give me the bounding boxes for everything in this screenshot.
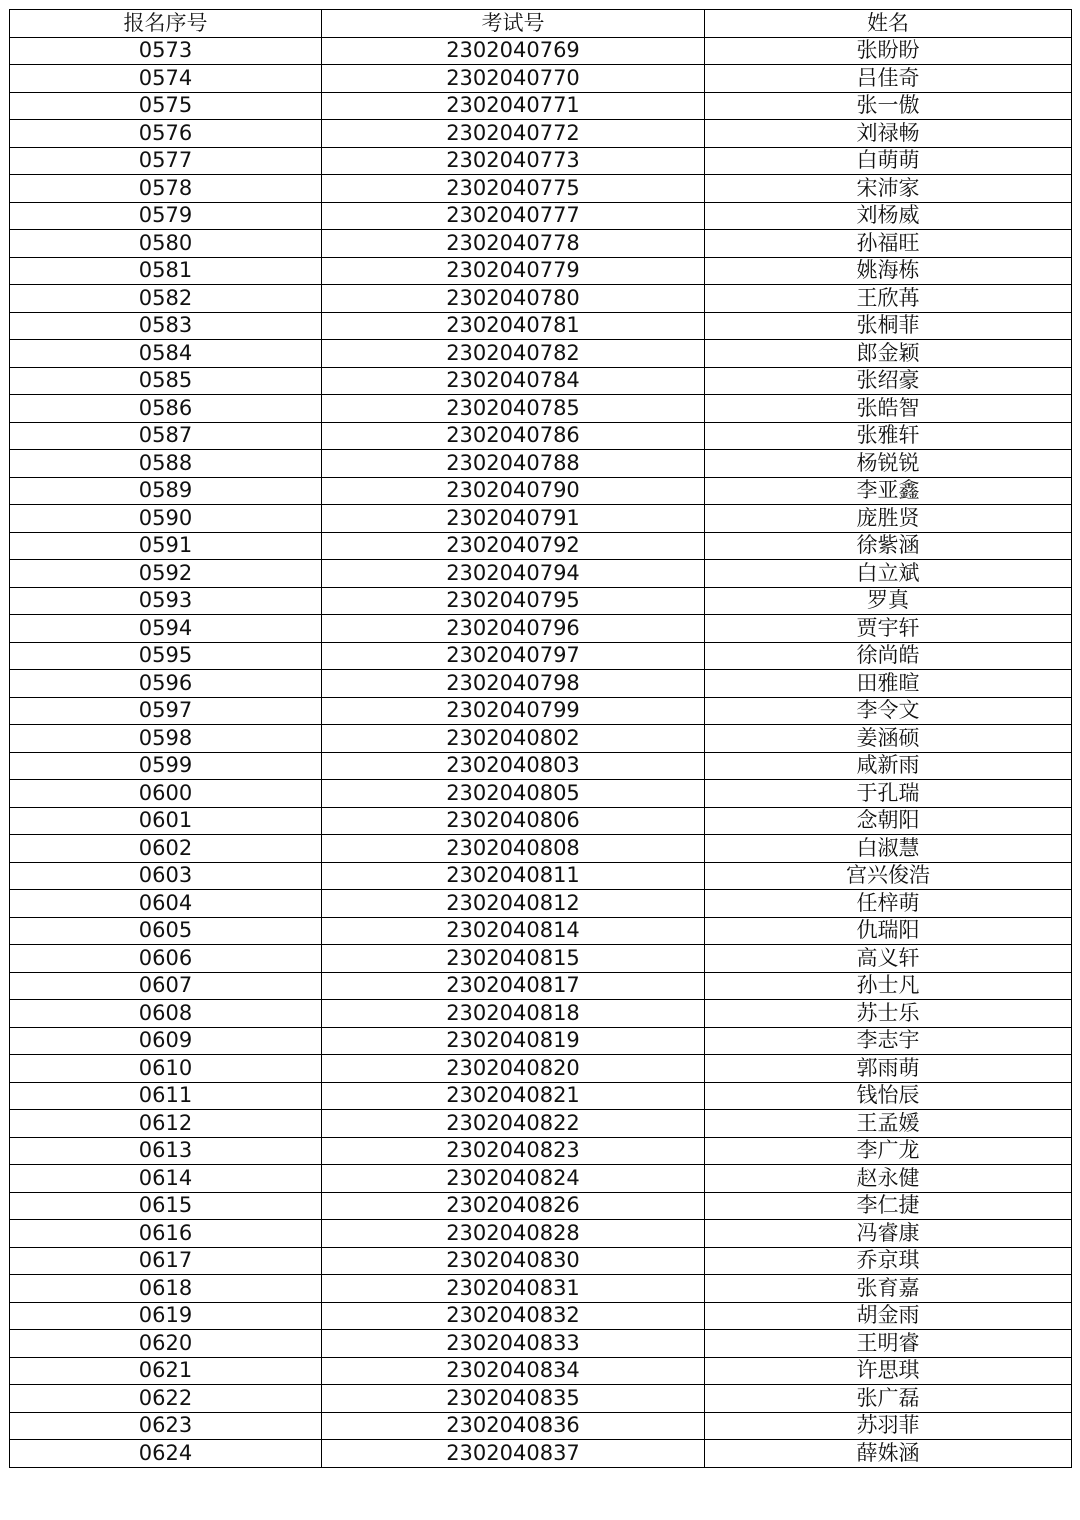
header-name: 姓名 — [705, 10, 1072, 38]
cell-exam-number: 2302040812 — [322, 890, 705, 918]
table-row — [10, 1137, 1072, 1165]
cell-seq: 0597 — [10, 697, 322, 725]
table-row — [10, 1275, 1072, 1303]
cell-name: 赵永健 — [705, 1165, 1072, 1193]
cell-seq: 0609 — [10, 1027, 322, 1055]
cell-seq: 0582 — [10, 285, 322, 313]
cell-seq: 0578 — [10, 175, 322, 203]
cell-exam-number: 2302040782 — [322, 340, 705, 368]
cell-name: 刘禄畅 — [705, 120, 1072, 148]
cell-name: 李仁捷 — [705, 1192, 1072, 1220]
cell-exam-number: 2302040834 — [322, 1357, 705, 1385]
cell-name: 白萌萌 — [705, 147, 1072, 175]
cell-name: 庞胜贤 — [705, 505, 1072, 533]
cell-exam-number: 2302040778 — [322, 230, 705, 258]
cell-seq: 0606 — [10, 945, 322, 973]
cell-name: 宋沛家 — [705, 175, 1072, 203]
cell-exam-number: 2302040802 — [322, 725, 705, 753]
cell-seq: 0618 — [10, 1275, 322, 1303]
cell-name: 孙福旺 — [705, 230, 1072, 258]
cell-exam-number: 2302040794 — [322, 560, 705, 588]
cell-name: 仇瑞阳 — [705, 917, 1072, 945]
cell-name: 冯睿康 — [705, 1220, 1072, 1248]
cell-exam-number: 2302040805 — [322, 780, 705, 808]
cell-exam-number: 2302040832 — [322, 1302, 705, 1330]
table-row — [10, 780, 1072, 808]
cell-name: 王明睿 — [705, 1330, 1072, 1358]
cell-seq: 0581 — [10, 257, 322, 285]
cell-seq: 0607 — [10, 972, 322, 1000]
cell-seq: 0622 — [10, 1385, 322, 1413]
cell-exam-number: 2302040799 — [322, 697, 705, 725]
cell-name: 张育嘉 — [705, 1275, 1072, 1303]
table-row — [10, 587, 1072, 615]
table-row — [10, 120, 1072, 148]
cell-seq: 0608 — [10, 1000, 322, 1028]
cell-exam-number: 2302040796 — [322, 615, 705, 643]
cell-name: 苏羽菲 — [705, 1412, 1072, 1440]
cell-exam-number: 2302040826 — [322, 1192, 705, 1220]
table-row — [10, 670, 1072, 698]
cell-name: 徐尚皓 — [705, 642, 1072, 670]
cell-exam-number: 2302040811 — [322, 862, 705, 890]
table-row — [10, 532, 1072, 560]
table-row — [10, 505, 1072, 533]
cell-exam-number: 2302040808 — [322, 835, 705, 863]
table-row — [10, 450, 1072, 478]
cell-name: 杨锐锐 — [705, 450, 1072, 478]
header-seq: 报名序号 — [10, 10, 322, 38]
cell-name: 孙士凡 — [705, 972, 1072, 1000]
cell-seq: 0621 — [10, 1357, 322, 1385]
cell-name: 王欣苒 — [705, 285, 1072, 313]
cell-exam-number: 2302040824 — [322, 1165, 705, 1193]
cell-exam-number: 2302040777 — [322, 202, 705, 230]
cell-exam-number: 2302040770 — [322, 65, 705, 93]
cell-seq: 0583 — [10, 312, 322, 340]
cell-name: 宫兴俊浩 — [705, 862, 1072, 890]
cell-name: 张广磊 — [705, 1385, 1072, 1413]
cell-seq: 0592 — [10, 560, 322, 588]
cell-name: 张一傲 — [705, 92, 1072, 120]
cell-name: 张皓智 — [705, 395, 1072, 423]
cell-name: 高义轩 — [705, 945, 1072, 973]
table-row — [10, 395, 1072, 423]
table-row — [10, 615, 1072, 643]
cell-seq: 0619 — [10, 1302, 322, 1330]
table-row — [10, 477, 1072, 505]
cell-exam-number: 2302040818 — [322, 1000, 705, 1028]
cell-seq: 0579 — [10, 202, 322, 230]
table-row — [10, 340, 1072, 368]
table-row — [10, 752, 1072, 780]
table-row — [10, 1110, 1072, 1138]
cell-seq: 0600 — [10, 780, 322, 808]
roster-body — [10, 37, 1072, 1467]
cell-seq: 0575 — [10, 92, 322, 120]
table-row — [10, 1055, 1072, 1083]
cell-name: 乔京琪 — [705, 1247, 1072, 1275]
cell-seq: 0620 — [10, 1330, 322, 1358]
cell-seq: 0602 — [10, 835, 322, 863]
table-row — [10, 1000, 1072, 1028]
table-row — [10, 1192, 1072, 1220]
table-row — [10, 890, 1072, 918]
cell-name: 白立斌 — [705, 560, 1072, 588]
cell-name: 郭雨萌 — [705, 1055, 1072, 1083]
cell-exam-number: 2302040795 — [322, 587, 705, 615]
cell-seq: 0611 — [10, 1082, 322, 1110]
cell-name: 李亚鑫 — [705, 477, 1072, 505]
table-row — [10, 560, 1072, 588]
cell-seq: 0585 — [10, 367, 322, 395]
cell-name: 咸新雨 — [705, 752, 1072, 780]
cell-seq: 0610 — [10, 1055, 322, 1083]
table-row — [10, 1220, 1072, 1248]
cell-seq: 0612 — [10, 1110, 322, 1138]
table-row — [10, 202, 1072, 230]
cell-exam-number: 2302040788 — [322, 450, 705, 478]
table-row — [10, 807, 1072, 835]
table-row — [10, 1440, 1072, 1468]
cell-seq: 0590 — [10, 505, 322, 533]
table-row — [10, 1247, 1072, 1275]
table-row — [10, 1165, 1072, 1193]
cell-name: 贾宇轩 — [705, 615, 1072, 643]
table-row — [10, 257, 1072, 285]
cell-seq: 0587 — [10, 422, 322, 450]
table-row — [10, 862, 1072, 890]
table-row — [10, 835, 1072, 863]
header-exam-number: 考试号 — [322, 10, 705, 38]
cell-exam-number: 2302040791 — [322, 505, 705, 533]
header-row — [10, 10, 1072, 38]
cell-seq: 0601 — [10, 807, 322, 835]
table-row — [10, 37, 1072, 65]
cell-exam-number: 2302040790 — [322, 477, 705, 505]
table-row — [10, 642, 1072, 670]
cell-seq: 0593 — [10, 587, 322, 615]
cell-name: 郎金颖 — [705, 340, 1072, 368]
cell-exam-number: 2302040769 — [322, 37, 705, 65]
cell-exam-number: 2302040784 — [322, 367, 705, 395]
table-row — [10, 92, 1072, 120]
cell-name: 张绍豪 — [705, 367, 1072, 395]
cell-seq: 0573 — [10, 37, 322, 65]
cell-exam-number: 2302040831 — [322, 1275, 705, 1303]
cell-exam-number: 2302040772 — [322, 120, 705, 148]
cell-name: 苏士乐 — [705, 1000, 1072, 1028]
cell-seq: 0589 — [10, 477, 322, 505]
table-row — [10, 230, 1072, 258]
cell-seq: 0591 — [10, 532, 322, 560]
cell-seq: 0584 — [10, 340, 322, 368]
cell-name: 李志宇 — [705, 1027, 1072, 1055]
cell-exam-number: 2302040814 — [322, 917, 705, 945]
cell-seq: 0576 — [10, 120, 322, 148]
cell-seq: 0580 — [10, 230, 322, 258]
cell-exam-number: 2302040836 — [322, 1412, 705, 1440]
cell-exam-number: 2302040815 — [322, 945, 705, 973]
cell-exam-number: 2302040837 — [322, 1440, 705, 1468]
cell-exam-number: 2302040830 — [322, 1247, 705, 1275]
cell-name: 张雅轩 — [705, 422, 1072, 450]
cell-exam-number: 2302040797 — [322, 642, 705, 670]
table-row — [10, 945, 1072, 973]
cell-name: 吕佳奇 — [705, 65, 1072, 93]
cell-exam-number: 2302040835 — [322, 1385, 705, 1413]
cell-exam-number: 2302040819 — [322, 1027, 705, 1055]
cell-name: 王孟媛 — [705, 1110, 1072, 1138]
table-row — [10, 422, 1072, 450]
cell-seq: 0614 — [10, 1165, 322, 1193]
cell-name: 钱怡辰 — [705, 1082, 1072, 1110]
cell-exam-number: 2302040786 — [322, 422, 705, 450]
cell-exam-number: 2302040785 — [322, 395, 705, 423]
cell-exam-number: 2302040798 — [322, 670, 705, 698]
cell-exam-number: 2302040773 — [322, 147, 705, 175]
cell-seq: 0574 — [10, 65, 322, 93]
cell-seq: 0615 — [10, 1192, 322, 1220]
table-row — [10, 285, 1072, 313]
cell-name: 薛姝涵 — [705, 1440, 1072, 1468]
cell-exam-number: 2302040779 — [322, 257, 705, 285]
cell-name: 徐紫涵 — [705, 532, 1072, 560]
cell-name: 田雅暄 — [705, 670, 1072, 698]
cell-name: 李令文 — [705, 697, 1072, 725]
table-row — [10, 367, 1072, 395]
table-row — [10, 917, 1072, 945]
cell-name: 许思琪 — [705, 1357, 1072, 1385]
cell-exam-number: 2302040803 — [322, 752, 705, 780]
cell-name: 白淑慧 — [705, 835, 1072, 863]
cell-exam-number: 2302040828 — [322, 1220, 705, 1248]
cell-seq: 0595 — [10, 642, 322, 670]
cell-seq: 0586 — [10, 395, 322, 423]
table-row — [10, 147, 1072, 175]
cell-exam-number: 2302040833 — [322, 1330, 705, 1358]
cell-name: 念朝阳 — [705, 807, 1072, 835]
cell-seq: 0605 — [10, 917, 322, 945]
table-row — [10, 312, 1072, 340]
table-row — [10, 1027, 1072, 1055]
cell-seq: 0603 — [10, 862, 322, 890]
cell-seq: 0599 — [10, 752, 322, 780]
cell-exam-number: 2302040775 — [322, 175, 705, 203]
cell-name: 胡金雨 — [705, 1302, 1072, 1330]
cell-name: 姚海栋 — [705, 257, 1072, 285]
table-row — [10, 175, 1072, 203]
cell-seq: 0588 — [10, 450, 322, 478]
cell-seq: 0616 — [10, 1220, 322, 1248]
cell-name: 于孔瑞 — [705, 780, 1072, 808]
cell-name: 李广龙 — [705, 1137, 1072, 1165]
table-row — [10, 1412, 1072, 1440]
cell-exam-number: 2302040817 — [322, 972, 705, 1000]
cell-exam-number: 2302040806 — [322, 807, 705, 835]
table-row — [10, 725, 1072, 753]
cell-name: 罗真 — [705, 587, 1072, 615]
cell-name: 任梓萌 — [705, 890, 1072, 918]
table-row — [10, 1357, 1072, 1385]
cell-exam-number: 2302040771 — [322, 92, 705, 120]
cell-exam-number: 2302040820 — [322, 1055, 705, 1083]
cell-exam-number: 2302040781 — [322, 312, 705, 340]
cell-seq: 0613 — [10, 1137, 322, 1165]
cell-seq: 0596 — [10, 670, 322, 698]
cell-exam-number: 2302040823 — [322, 1137, 705, 1165]
cell-name: 刘杨威 — [705, 202, 1072, 230]
roster-table — [9, 9, 1072, 1468]
cell-exam-number: 2302040822 — [322, 1110, 705, 1138]
cell-name: 姜涵硕 — [705, 725, 1072, 753]
table-row — [10, 1330, 1072, 1358]
cell-seq: 0624 — [10, 1440, 322, 1468]
cell-name: 张盼盼 — [705, 37, 1072, 65]
cell-seq: 0594 — [10, 615, 322, 643]
cell-seq: 0598 — [10, 725, 322, 753]
table-row — [10, 1302, 1072, 1330]
table-row — [10, 1082, 1072, 1110]
table-row — [10, 1385, 1072, 1413]
table-row — [10, 697, 1072, 725]
table-row — [10, 65, 1072, 93]
cell-name: 张桐菲 — [705, 312, 1072, 340]
cell-seq: 0577 — [10, 147, 322, 175]
cell-exam-number: 2302040821 — [322, 1082, 705, 1110]
cell-seq: 0623 — [10, 1412, 322, 1440]
cell-exam-number: 2302040780 — [322, 285, 705, 313]
table-row — [10, 972, 1072, 1000]
cell-seq: 0604 — [10, 890, 322, 918]
cell-exam-number: 2302040792 — [322, 532, 705, 560]
cell-seq: 0617 — [10, 1247, 322, 1275]
